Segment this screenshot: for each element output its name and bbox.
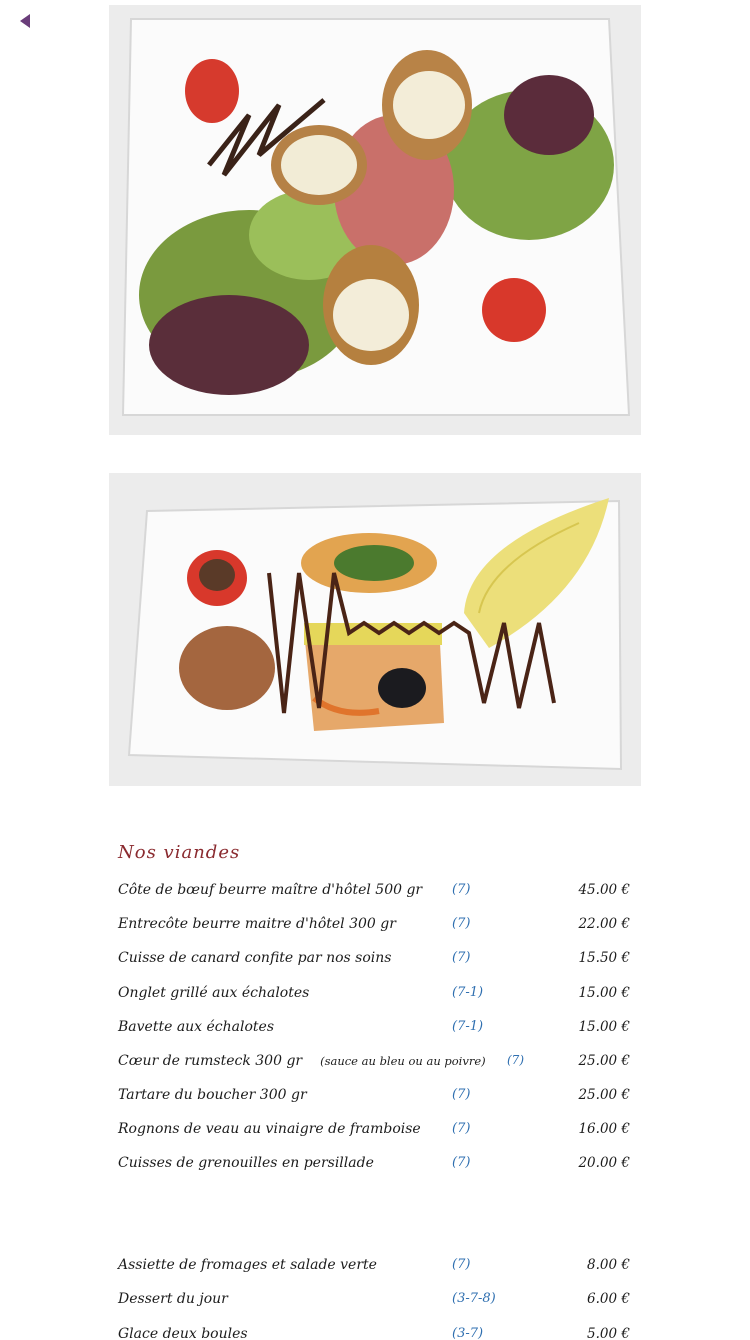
menu-item-name: Assiette de fromages et salade verte — [118, 1257, 377, 1273]
allergen-code: (7) — [452, 1257, 471, 1272]
menu-item-name-text: Cœur de rumsteck 300 gr — [118, 1053, 303, 1069]
allergen-code: (7-1) — [452, 1019, 484, 1034]
menu-item-price: 45.00 € — [578, 882, 630, 898]
allergen-code: (7) — [507, 1053, 524, 1067]
allergen-code: (7-1) — [452, 985, 484, 1000]
menu-item-row — [118, 985, 638, 1009]
menu-item-row — [118, 1019, 638, 1043]
menu-item-name: Rognons de veau au vinaigre de framboise — [118, 1121, 421, 1137]
photo-goat-cheese-salad — [109, 5, 641, 435]
back-arrow-icon — [19, 13, 31, 29]
menu-item-name: Cuisses de grenouilles en persillade — [118, 1155, 374, 1171]
menu-item-row — [118, 1257, 638, 1281]
allergen-code: (7) — [452, 882, 471, 897]
back-button[interactable] — [14, 10, 36, 32]
menu-item-name: Onglet grillé aux échalotes — [118, 985, 310, 1001]
allergen-code: (7) — [452, 916, 471, 931]
menu-item-price: 16.00 € — [578, 1121, 630, 1137]
menu-item-note: (sauce au bleu ou au poivre) — [320, 1054, 486, 1068]
menu-item-price: 25.00 € — [578, 1053, 630, 1069]
menu-item-row — [118, 1121, 638, 1145]
menu-item-row — [118, 1291, 638, 1315]
menu-item-name: Cuisse de canard confite par nos soins — [118, 950, 392, 966]
menu-item-price: 15.00 € — [578, 985, 630, 1001]
allergen-code: (7) — [452, 1121, 471, 1136]
menu-item-name: Côte de bœuf beurre maître d'hôtel 500 gr — [118, 882, 423, 898]
menu-item-name: Tartare du boucher 300 gr — [118, 1087, 307, 1103]
menu-item-row — [118, 1087, 638, 1111]
menu-item-name — [118, 1053, 486, 1069]
menu-item-price: 22.00 € — [578, 916, 630, 932]
menu-item-price: 5.00 € — [587, 1326, 630, 1340]
menu-item-price: 15.50 € — [578, 950, 630, 966]
menu-item-price: 25.00 € — [578, 1087, 630, 1103]
menu-item-price: 15.00 € — [578, 1019, 630, 1035]
menu-item-name: Entrecôte beurre maitre d'hôtel 300 gr — [118, 916, 396, 932]
menu-item-row — [118, 916, 638, 940]
menu-item-row — [118, 950, 638, 974]
allergen-code: (7) — [452, 1087, 471, 1102]
allergen-code: (7) — [452, 1155, 471, 1170]
menu-item-row — [118, 882, 638, 906]
menu-item-row — [118, 1326, 638, 1340]
allergen-code: (7) — [452, 950, 471, 965]
menu-item-price: 8.00 € — [587, 1257, 630, 1273]
menu-item-row — [118, 1053, 638, 1077]
allergen-code: (3-7-8) — [452, 1291, 496, 1306]
menu-item-price: 6.00 € — [587, 1291, 630, 1307]
menu-item-name: Dessert du jour — [118, 1291, 228, 1307]
menu-item-name: Bavette aux échalotes — [118, 1019, 275, 1035]
section-title-meats: Nos viandes — [118, 842, 241, 863]
photo-foie-gras-plate — [109, 473, 641, 786]
menu-item-price: 20.00 € — [578, 1155, 630, 1171]
menu-item-row — [118, 1155, 638, 1179]
menu-item-name: Glace deux boules — [118, 1326, 248, 1340]
allergen-code: (3-7) — [452, 1326, 484, 1340]
